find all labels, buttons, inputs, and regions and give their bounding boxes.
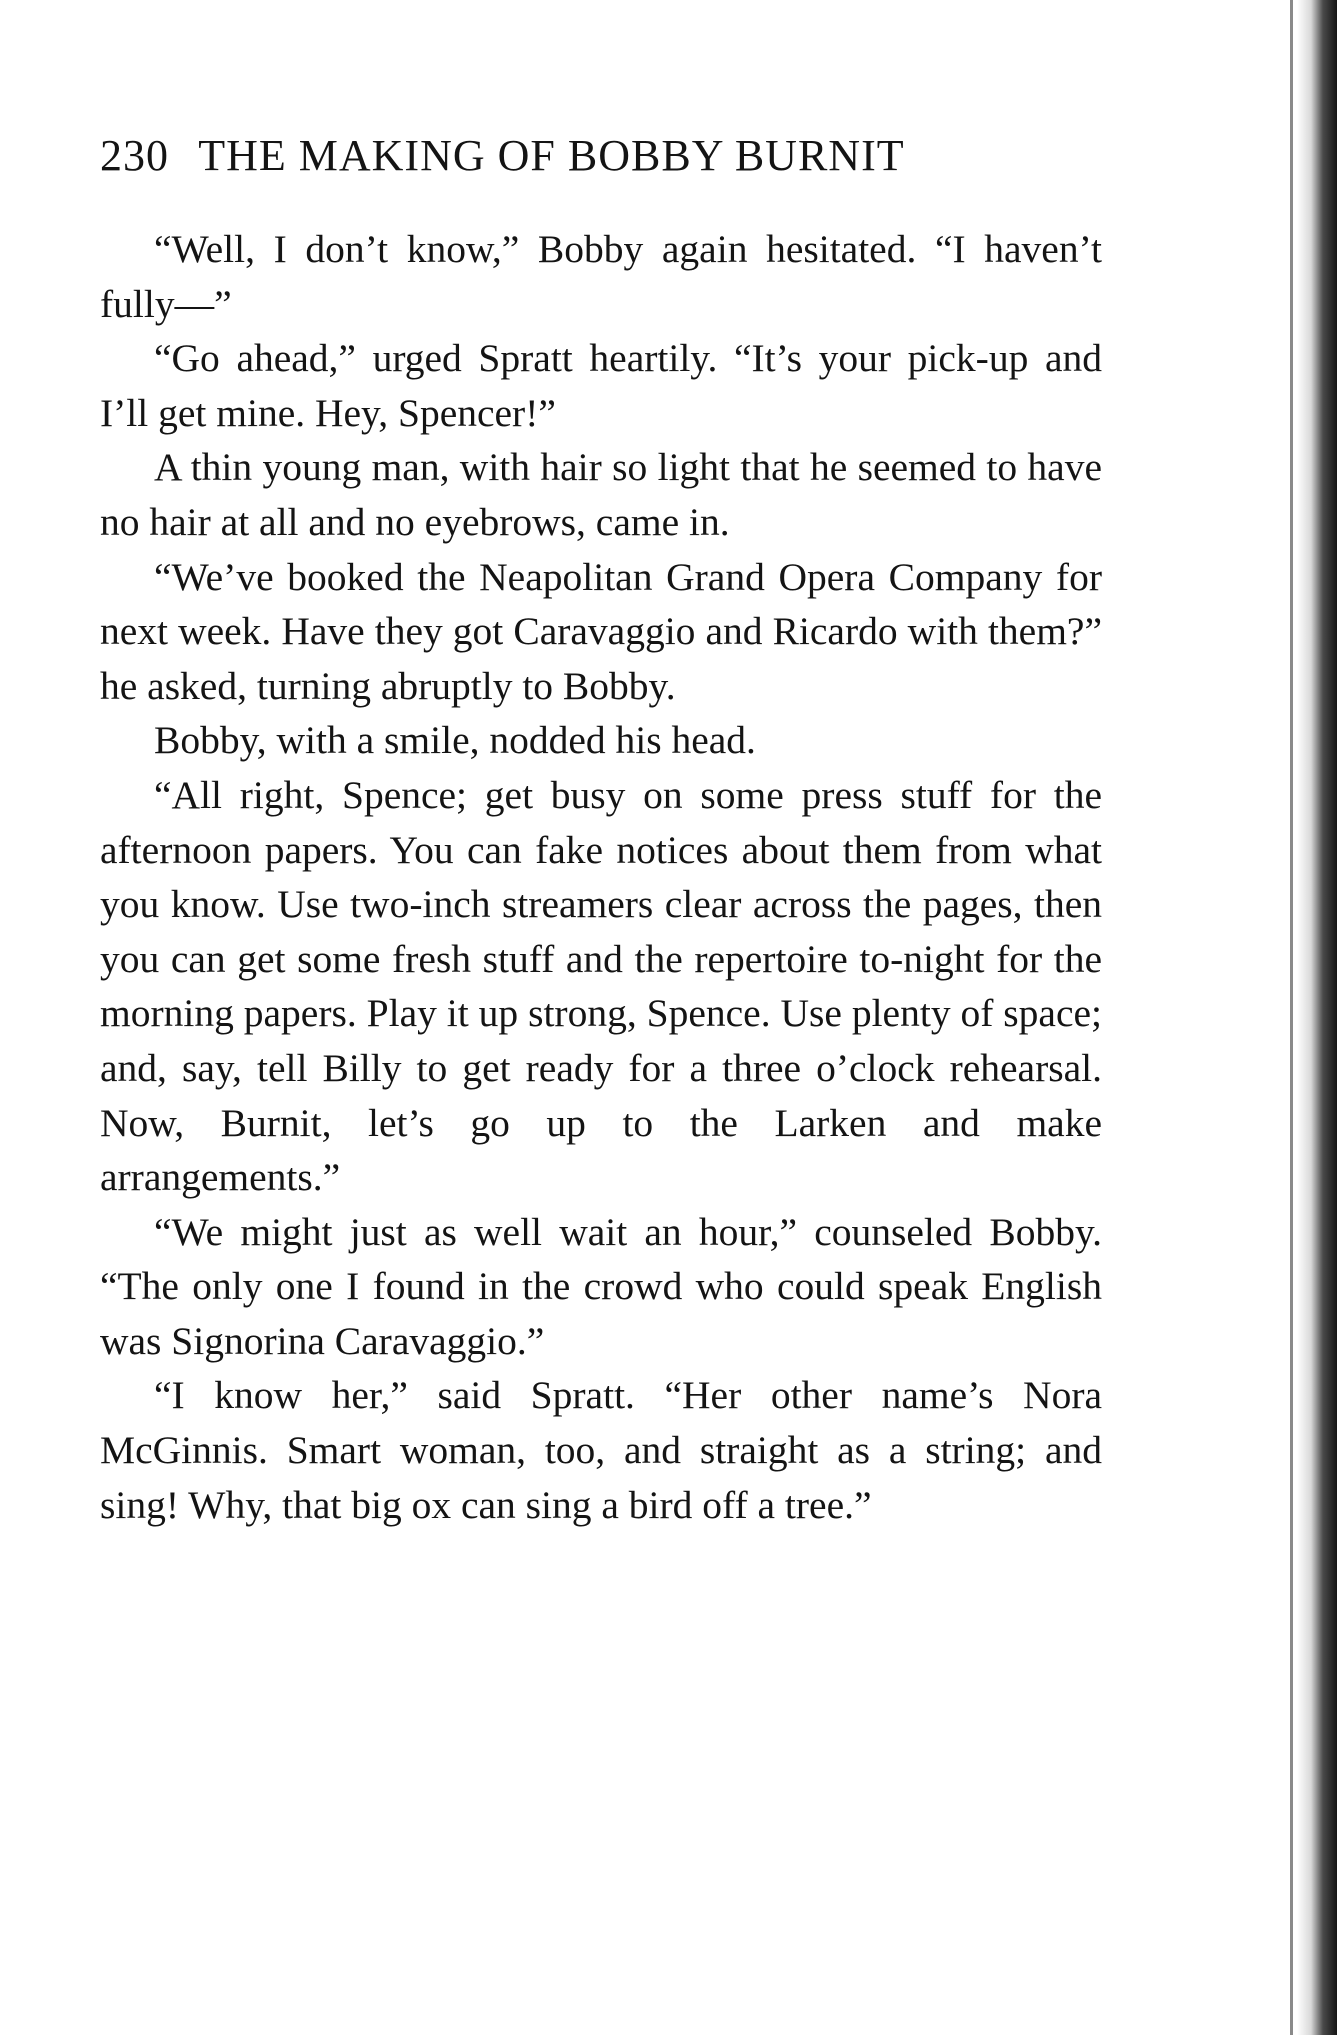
running-title: THE MAKING OF BOBBY BURNIT <box>198 131 905 180</box>
page-edge-line <box>1290 0 1293 2035</box>
paragraph: “All right, Spence; get busy on some press stuff for the afternoon papers. You can fake notices about them from what you know. Use two-inch streamers clear across the pages, then you can get some fresh stuff and the repertoire to-night for the morning papers. Play it up strong, Spence. Use plenty of space; and, say, tell Billy to get ready for a three o’clock rehearsal. Now, Burnit, let’s go up to the Larken and make arrangements.” <box>100 772 1102 1200</box>
paragraph: “We might just as well wait an hour,” counseled Bobby. “The only one I found in the crowd who could speak English was Signorina Caravaggio.” <box>100 1209 1102 1363</box>
page-edge-shadow <box>1297 0 1337 2035</box>
paragraph: “We’ve booked the Neapolitan Grand Opera Company for next week. Have they got Caravaggio and Ricardo with them?” he asked, turning abruptly to Bobby. <box>100 554 1102 708</box>
paragraph: “I know her,” said Spratt. “Her other name’s Nora McGinnis. Smart woman, too, and straight as a string; and sing! Why, that big ox can sing a bird off a tree.” <box>100 1373 1102 1527</box>
paragraph: “Well, I don’t know,” Bobby again hesitated. “I haven’t fully—” <box>100 227 1102 326</box>
body-text <box>100 222 1102 1532</box>
paragraph: “Go ahead,” urged Spratt heartily. “It’s your pick-up and I’ll get mine. Hey, Spencer!” <box>100 336 1102 435</box>
paragraph: A thin young man, with hair so light that he seemed to have no hair at all and no eyebrows, came in. <box>100 445 1102 544</box>
running-head <box>100 128 1110 184</box>
page-number: 230 <box>100 131 169 180</box>
paragraph: Bobby, with a smile, nodded his head. <box>154 718 756 763</box>
